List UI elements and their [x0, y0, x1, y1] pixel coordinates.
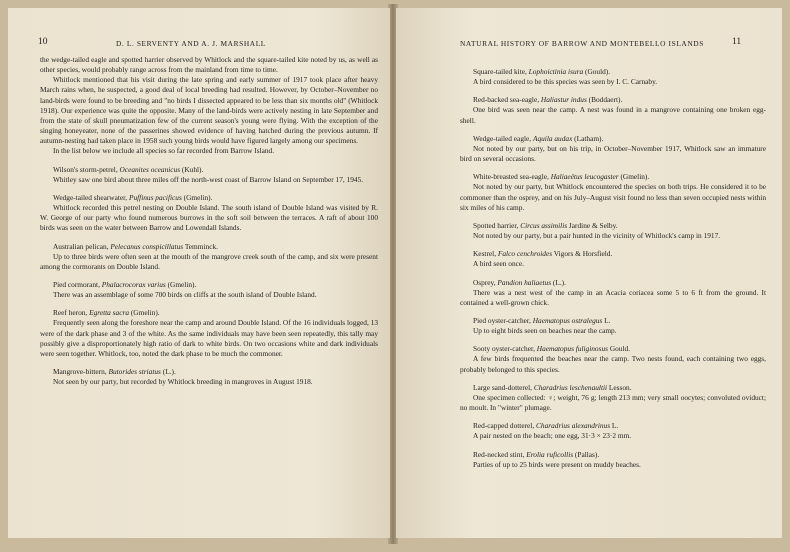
text-column	[40, 55, 378, 387]
species-heading	[460, 249, 766, 259]
species-note: There was a nest west of the camp in an Acacia coriacea some 5 to 6 ft from the ground. It contained a well-grown chick.	[460, 287, 766, 307]
species-note: Not seen by our party, but recorded by Whitlock breeding in mangroves in August 1918.	[53, 377, 313, 387]
common-name: Red-necked stint,	[473, 449, 527, 459]
latin-name: Oceanites oceanicus	[119, 164, 181, 174]
authority: (L.).	[160, 367, 176, 377]
authority: Vigors & Horsfield.	[552, 249, 613, 259]
species-entry	[40, 165, 378, 185]
authority: (Gmelin).	[181, 192, 213, 202]
species-entry	[460, 95, 766, 125]
latin-name: Charadrius leschenaultii	[533, 382, 608, 392]
species-entry	[460, 421, 766, 441]
page-number: 11	[732, 37, 742, 47]
common-name: Sooty oyster-catcher,	[473, 344, 537, 354]
authority: (Gmelin).	[618, 172, 650, 182]
latin-name: Haematopus fuliginosus	[536, 344, 608, 354]
species-heading	[460, 316, 766, 326]
common-name: Pied oyster-catcher,	[473, 315, 533, 325]
species-entry	[40, 242, 378, 272]
latin-name: Pandion haliaetus	[497, 277, 552, 287]
common-name: Square-tailed kite,	[473, 67, 529, 76]
authority: (Boddaert).	[586, 95, 623, 105]
latin-name: Falco cenchroides	[497, 249, 553, 259]
species-entry	[40, 308, 378, 359]
common-name: Pied cormorant,	[53, 279, 102, 289]
species-note: Up to eight birds seen on beaches near the camp.	[473, 326, 617, 336]
latin-name: Aquila audax	[532, 133, 573, 143]
left-page	[8, 8, 390, 538]
species-note: A bird considered to be this species was seen by I. C. Carnaby.	[473, 77, 658, 87]
text-column	[460, 59, 766, 470]
authority: L.	[602, 315, 611, 325]
species-heading	[40, 367, 378, 377]
species-note: Up to three birds were often seen at the mouth of the mangrove creek south of the camp, and six were present among the cormorants on Double Island.	[40, 251, 378, 271]
latin-name: Erolia ruficollis	[526, 449, 574, 459]
species-heading	[460, 344, 766, 354]
paragraph: In the list below we include all species so far recorded from Barrow Island.	[53, 146, 275, 156]
authority: Temminck.	[183, 241, 218, 251]
species-entry	[40, 367, 378, 387]
species-heading	[40, 242, 378, 252]
species-entry	[460, 221, 766, 241]
paragraph: Whitlock mentioned that his visit during the late spring and early summer of 1917 took place after heavy March rains when, he suspected, a good deal of local breeding had resulted. However, by October–November no land-birds were found to be breeding and "no birds I dissected appeared to be less than six months old" (Whitlock 1918). Our experience was quite the opposite. Many of the land-birds were actively nesting in late September and from the state of skull pneumatization few of the current season's young were flying. With the exception of the singing honeyeater, none of the passerines showed evidence of having hatched during the previous autumn. If autumn-nesting had taken place in 1958 such young birds would have figured largely among our specimens.	[40, 75, 378, 146]
species-entry	[460, 172, 766, 213]
species-heading	[40, 165, 378, 175]
common-name: Wilson's storm-petrel,	[53, 164, 120, 174]
common-name: Large sand-dotterel,	[473, 382, 534, 392]
latin-name: Haliastur indus	[540, 95, 587, 105]
species-note: A pair nested on the beach; one egg, 31·3 × 23·2 mm.	[473, 431, 632, 441]
authority: (L.).	[551, 277, 566, 287]
latin-name: Pelecanus conspicillatus	[110, 241, 184, 251]
common-name: White-breasted sea-eagle,	[473, 172, 551, 182]
latin-name: Haliaeëtus leucogaster	[550, 172, 619, 182]
authority: (Kuhl).	[180, 164, 204, 174]
authority: L.	[610, 421, 619, 431]
species-note: There was an assemblage of some 700 birds on cliffs at the south island of Double Island.	[53, 290, 317, 300]
common-name: Red-backed sea-eagle,	[473, 95, 541, 105]
common-name: Australian pelican,	[53, 241, 111, 251]
common-name: Spotted harrier,	[473, 220, 521, 230]
species-list	[460, 67, 766, 470]
species-entry	[460, 344, 766, 374]
running-head: D. L. SERVENTY AND A. J. MARSHALL	[116, 39, 266, 48]
species-heading	[460, 421, 766, 431]
latin-name: Phalacrocorax varius	[101, 279, 166, 289]
common-name: Wedge-tailed shearwater,	[53, 192, 129, 202]
species-entry	[40, 193, 378, 234]
species-note: Frequently seen along the foreshore near the camp and around Double Island. Of the 16 individuals logged, 13 were of the dark phase and 3 of the white. As the same individuals may have been seen repeatedly, this tally may possibly give a disproportionately high ratio of dark to white birds. On two occasions white and dark individuals were seen together. Whitlock, too, noted the dark phase to be much the commoner.	[40, 318, 378, 358]
species-note: Not noted by our party, but on his trip, in October–November 1917, Whitlock saw an immature bird on several occasions.	[460, 143, 766, 164]
species-heading	[460, 221, 766, 231]
species-note: Whitley saw one bird about three miles off the north-west coast of Barrow Island on September 17, 1945.	[53, 174, 364, 184]
paragraph: the wedge-tailed eagle and spotted harrier observed by Whitlock and the square-tailed kite noted by us, as well as other species, would probably range across from the mainland from time to time.	[40, 55, 378, 75]
common-name: Mangrove-bittern,	[53, 367, 109, 377]
species-heading	[460, 278, 766, 288]
latin-name: Butorides striatus	[108, 367, 161, 377]
species-note: One specimen collected: ♀; weight, 76 g; length 213 mm; very small oocytes; convoluted oviduct; no moult. In "winter" plumage.	[460, 392, 766, 413]
authority: (Pallas).	[573, 449, 600, 459]
species-heading	[460, 134, 766, 144]
authority: (Gould).	[583, 67, 611, 76]
species-heading	[40, 193, 378, 203]
species-note: A bird seen once.	[473, 259, 524, 269]
species-note: One bird was seen near the camp. A nest was found in a mangrove containing one broken egg-shell.	[460, 105, 766, 125]
common-name: Kestrel,	[473, 249, 498, 259]
latin-name: Haematopus ostralegus	[532, 315, 603, 325]
authority: Gould.	[608, 344, 631, 354]
authority: (Latham).	[572, 133, 604, 143]
common-name: Wedge-tailed eagle,	[473, 133, 533, 143]
common-name: Reef heron,	[53, 308, 90, 318]
species-entry	[460, 67, 766, 87]
latin-name: Charadrius alexandrinus	[536, 421, 611, 431]
authority: Lesson.	[607, 382, 632, 392]
species-note: Not noted by our party, but Whitlock encountered the species on both trips. He considered it to be commoner than the osprey, and on his July–August visit found no less than seven occupied nests within six miles of his camp.	[460, 182, 766, 212]
latin-name: Lophoictinia isura	[528, 67, 584, 76]
species-note: A few birds frequented the beaches near the camp. Two nests found, each containing two eggs, probably belonged to this species.	[460, 354, 766, 374]
species-heading	[40, 308, 378, 318]
species-heading	[460, 172, 766, 182]
authority: Jardine & Selby.	[567, 220, 618, 230]
species-heading	[460, 450, 766, 460]
species-entry	[460, 450, 766, 470]
page-number: 10	[38, 37, 48, 47]
species-note: Whitlock recorded this petrel nesting on Double Island. The south island of Double Island was visited by R. W. George of our party who found numerous burrows in the soft soil between the terraces. A raft of about 100 birds was seen on the water between Barrow and Lowendall Islands.	[40, 203, 378, 233]
common-name: Osprey,	[473, 277, 498, 287]
latin-name: Egretta sacra	[89, 308, 130, 318]
species-entry	[460, 316, 766, 336]
common-name: Red-capped dotterel,	[473, 421, 537, 431]
right-page	[396, 8, 782, 538]
authority: (Gmelin).	[165, 279, 197, 289]
species-entry	[40, 280, 378, 300]
species-heading	[460, 95, 766, 105]
species-entry	[460, 278, 766, 308]
species-list	[40, 165, 378, 388]
running-head: NATURAL HISTORY OF BARROW AND MONTEBELLO ISLANDS	[460, 39, 704, 48]
species-heading	[460, 67, 766, 77]
species-note: Parties of up to 25 birds were present on muddy beaches.	[473, 459, 641, 469]
species-entry	[460, 249, 766, 269]
species-heading	[40, 280, 378, 290]
species-entry	[460, 134, 766, 164]
authority: (Gmelin).	[129, 308, 160, 318]
species-heading	[460, 383, 766, 393]
latin-name: Circus assimilis	[520, 220, 568, 230]
species-entry	[460, 383, 766, 413]
latin-name: Puffinus pacificus	[128, 192, 182, 202]
species-note: Not noted by our party, but a pair hunted in the vicinity of Whitlock's camp in 1917.	[473, 231, 721, 241]
